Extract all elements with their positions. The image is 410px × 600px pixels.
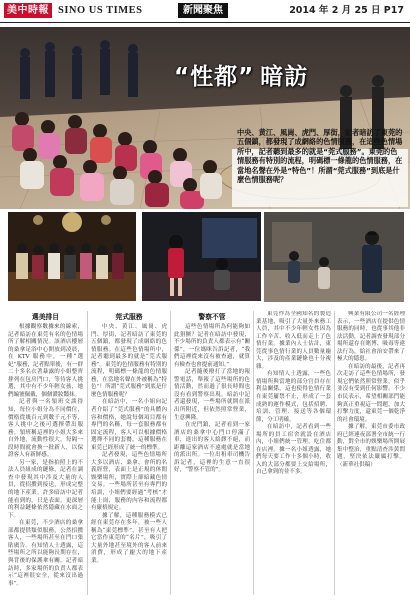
paragraph: 有知情人士透露，一些色情場所與當地的部分官員存在利益關係，這也使得色情行業在東莞屢禁不止，形成了一套成熟的運作模式，包括招聘、培訓、管理、接送等各個環節，分工明確。 — [256, 371, 331, 423]
column-divider — [253, 311, 254, 595]
section-label: 新聞聚焦 — [178, 3, 228, 18]
paragraph: 中央、黄江、風崗、虎門、厚街，記者暗訪了東莞的五個鎮，都發現了成網絡的色情服務。在這些色情場所中，記者聽到最多的就是“莞式服務”。東莞的色情服務有特別的流程，明碼標一條龍的色情服務，在當地名聲在外被稱為“特色”！所謂“莞式服務”到底是什麼色情服務呢？ — [91, 324, 167, 398]
headline — [174, 58, 308, 91]
subhead-2: 莞式服務 — [115, 313, 143, 321]
article-column-1 — [8, 311, 83, 597]
paragraph: 在暗訪中，一名小姐向記者介紹了“莞式服務”的具體內容和價格，她說每個項目都有專門的名稱，每一套服務都有固定流程，客人可以根據價格選擇不同的套餐，這種服務在東莞已經形成了統一的標準。 — [91, 399, 167, 451]
photo-karaoke-room — [142, 212, 261, 301]
headline-keyword: 性都 — [190, 64, 239, 90]
subhead-3: 警察不管 — [198, 313, 226, 321]
photo-club-interior — [8, 212, 136, 301]
paragraph: 東莞作為全國知名的製造業基地，吸引了大量外來務工人員，其中不少年輕女性因為工作辛苦、收入低而走上了色情行業。據業內人士估計，東莞從事色情行業的人員數量龐大，涉及的產業鏈條也十分複雜。 — [256, 311, 331, 370]
police-raid-illustration — [264, 212, 404, 302]
paragraph: 在暗訪的最後，記者再次走訪了這些色情場所，發現它們依然照常營業，似乎並沒有受到任何影響。不少市民表示，希望相關部門能夠真正重視這一問題，加大打擊力度，還東莞一個乾淨的社會環境。 — [337, 363, 405, 423]
headline-rest: 暗訪 — [260, 64, 309, 90]
paragraph: 據了解，這種服務模式已經在東莞存在多年，被一些人稱為“東莞標準”，甚至有人把它當作東莞的“名片”，吸引了大量外地甚至境外的客人前來消費，形成了龐大的地下產業。 — [91, 512, 167, 564]
paragraph: 記者隨後撥打了當地的報警電話，舉報了這些場所的色情活動，然而過了很長時間也沒有看到警察出現。暗訪中記者還發現，一些場所就開在派出所附近，但依然照常營業，生意興隆。 — [174, 369, 250, 421]
paragraph: 根據觀察數據來的線索，記者暗訪在東莞有名的色情場所了解相關情況。該酒店樓層的桑拿足浴中心開放到凌晨，在 KTV 服務中，一種“選妃”服務，記者點單後，有一群二十多名衣著暴露的小姐整齊排列在包房門口，等待客人挑選，其中有不少年輕女孩，她們編號佩戴，個個濃妝豔抹。 — [8, 324, 83, 398]
paragraph: 在東莞，不少酒店的桑拿部都提供類似服務，公然招攬客人，一些場所甚至在門口張貼廣告。有知情人士透露，這些場所之所以能夠長期存在，與背後的保護傘有關。記者暗訪時，多家場所的負責人都表示“這裡很安全，從來沒出過事”。 — [8, 520, 83, 587]
club-interior-illustration — [8, 212, 136, 301]
paragraph: 記者與一名領班交談得知，每位小姐分為不同價位，價格從幾百元到數千元不等，客人挑中之後可選擇帶出服務。領班稱這裡的小姐大多來自外地，流動性很大，每隔一段時間就會換一批新人，以保證客人有新鮮感。 — [8, 399, 83, 459]
paragraph: 記者發現，這些色情場所大多以酒店、桑拿、會所的名義經營，表面上是正規的休閒娛樂場所，實際上卻暗藏色情交易。一些場所甚至有專門的培訓，小姐們要經過“考核”才能上崗，服務的內容和流程都有嚴格規定。 — [91, 452, 167, 512]
date-and-page: 2014 年 2 月 25 日 P17 — [289, 5, 404, 16]
karaoke-room-illustration — [142, 212, 261, 301]
headline-open-quote: “ — [174, 64, 191, 90]
subhead-1: 選美排目 — [31, 313, 60, 321]
paragraph: 據了解，東莞市委市政府已經連夜部署全市統一行動，對全市的娛樂場所開展集中整治，重點清查涉黃問題，堅決依法嚴厲打擊。（新華社供稿） — [337, 424, 405, 468]
paragraph: 興業有限公司一名經理表示，一些酒店在提供色情服務的同時，也從事其他非法活動，記者調查發現部分場所還存在賭博、吸毒等違法行為，給社會治安帶來了極大的隱患。 — [337, 311, 405, 363]
paragraph: 在虎門鎮，記者看到一家酒店的桑拿中心門口停滿了車，進出的客人絡繹不絕，而距離這家酒店不遠處就是當地的派出所。一位出租車司機告訴記者，這裡的生意一直很好，“警察不管的”。 — [174, 422, 250, 474]
photo-police-raid — [264, 212, 404, 302]
newspaper-header — [0, 0, 410, 23]
column-divider — [170, 311, 171, 595]
column-divider — [334, 311, 335, 595]
paragraph: 在暗訪中，記者看到一些場所的員工宿舍就設在酒店內，小姐們統一管理，吃住都在店裡。據一名小姐透露，她們每天要工作十多個小時，收入的大部分都要上交給場所，自己拿到的並不多。 — [256, 424, 331, 476]
article-column-5 — [337, 311, 405, 597]
headline-close-quote: ” — [238, 64, 255, 90]
article-deck: 中央、黄江、風崗、虎門、厚街，記者暗訪了東莞的五個鎮，都發現了成網絡的色情服務，在這些色情場所中，記者聽到最多的就是“莞式服務”。東莞的色情服務有特別的流程，明碼標一條龍的色情服務，在當地名聲在外是“特色”！所謂“莞式服務”到底是什麼色情服務呢？ — [237, 128, 403, 185]
masthead-logo-chinese: 美中時報 — [4, 3, 52, 18]
paragraph: 另一家，是指拍照上的不法人員組成的鏈條，記者在調查中發現其中涉及大量的人員，從招攬到接送，形成完整的地下產業。許多暗訪中記者能看到的，只是表面，更深層的利益鏈條依然隱藏在水面之下。 — [8, 459, 83, 519]
masthead-logo-english: SINO US TIMES — [58, 5, 143, 16]
article-column-2 — [91, 311, 167, 597]
paragraph: 這些色情場所為何能夠如此猖獗？記者在暗訪中發現，不少場所的負責人都表示有“關係”，一位媽咪告訴記者，“我們這裡從來沒有被查過，就算有檢查也會提前通知。” — [174, 324, 250, 368]
article-column-4 — [256, 311, 331, 597]
column-divider — [87, 311, 88, 595]
article-column-3 — [174, 311, 250, 597]
